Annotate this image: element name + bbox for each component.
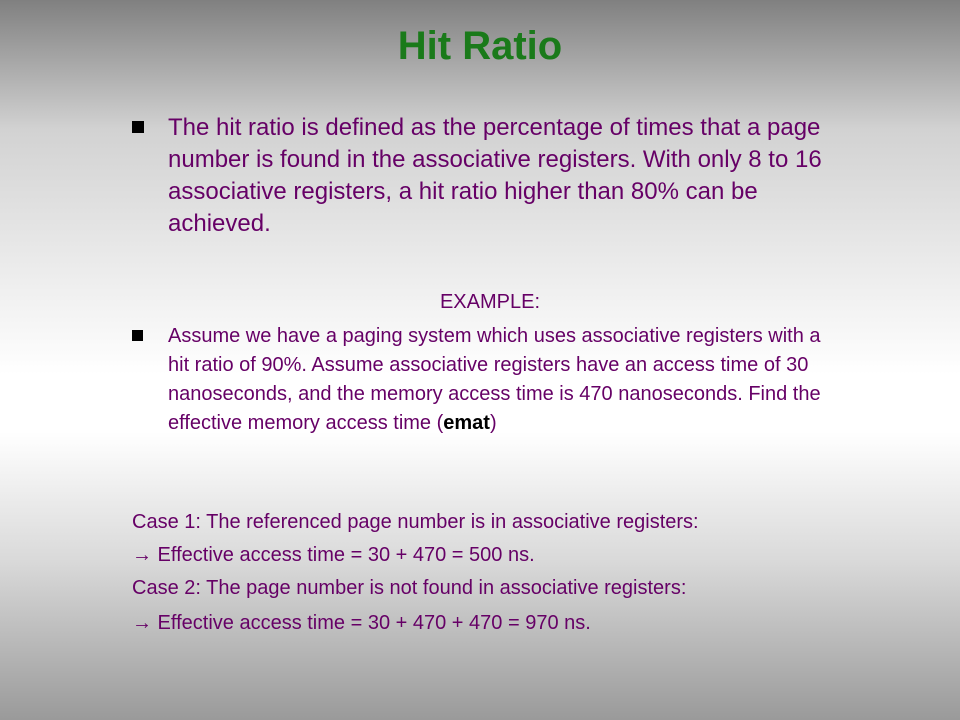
case-1-line: Case 1: The referenced page number is in associative registers:: [132, 511, 699, 533]
square-bullet-icon: [132, 330, 143, 341]
bullet-definition-text: The hit ratio is defined as the percentage of times that a page number is found in the associative registers. With only 8 to 16 associative registers, a hit ratio higher than 80% can be achieved.: [168, 114, 822, 237]
example-label: EXAMPLE:: [439, 291, 541, 313]
case-1-result: → Effective access time = 30 + 470 = 500 ns.: [132, 544, 535, 566]
emat-term: emat: [443, 412, 490, 434]
bullet-definition: [132, 112, 822, 240]
case-2-line: Case 2: The page number is not found in associative registers:: [132, 577, 687, 599]
example-text-after: ): [489, 412, 497, 434]
case-2-result: → Effective access time = 30 + 470 + 470 = 970 ns.: [132, 612, 591, 634]
slide-title: Hit Ratio: [397, 24, 563, 68]
square-bullet-icon: [132, 121, 144, 133]
bullet-example-text: [168, 322, 822, 438]
example-text-before: Assume we have a paging system which uses associative registers with a hit ratio of 90%. Assume associative registers have an access time of 30 nanoseconds, and the memory access time is 470 nanoseconds. Find the effective memory access time (: [168, 325, 821, 434]
bullet-example: [132, 322, 822, 438]
